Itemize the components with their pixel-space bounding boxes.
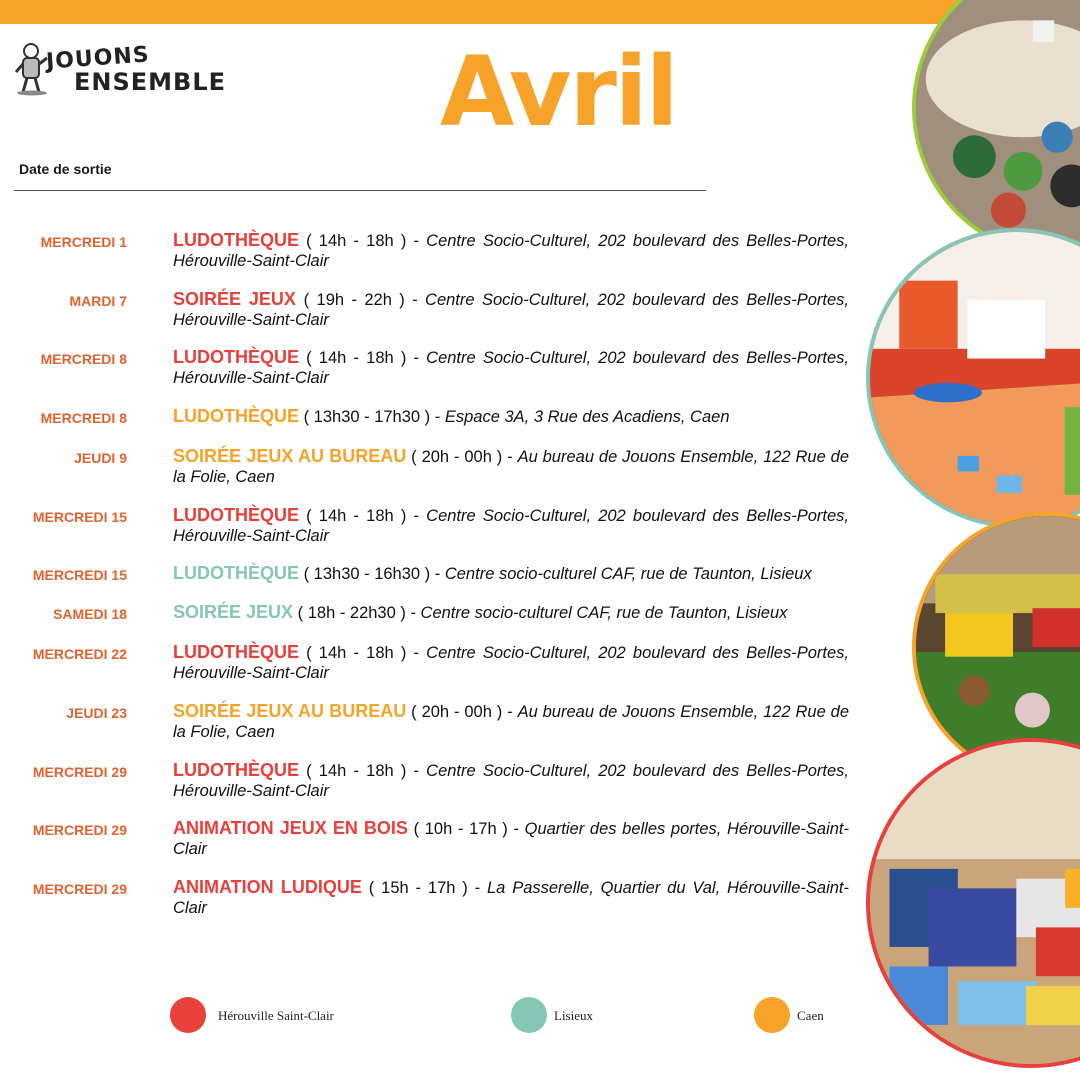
- event-place: Centre Socio-Culturel, 202 boulevard des Belles-Portes, Hérouville-Saint-Clair: [173, 762, 849, 800]
- event-date: MERCREDI 8: [40, 410, 127, 426]
- event-date: JEUDI 9: [74, 450, 127, 466]
- event-description: [173, 563, 849, 584]
- event-name: ANIMATION JEUX EN BOIS: [173, 818, 408, 838]
- legend-label-caen: Caen: [797, 1008, 824, 1023]
- event-time: ( 15h - 17h ) -: [361, 879, 487, 897]
- event-time: ( 14h - 18h ) -: [299, 644, 427, 662]
- event-description: [173, 406, 849, 427]
- event-description: [173, 347, 849, 388]
- event-name: SOIRÉE JEUX AU BUREAU: [173, 701, 407, 721]
- release-date-heading: Date de sortie: [19, 161, 112, 177]
- event-date: MERCREDI 22: [32, 646, 127, 662]
- event-description: [173, 760, 849, 801]
- event-time: ( 14h - 18h ) -: [299, 762, 427, 780]
- event-description: [173, 642, 849, 683]
- event-place: Centre Socio-Culturel, 202 boulevard des Belles-Portes, Hérouville-Saint-Clair: [173, 349, 849, 387]
- month-title: Avril: [440, 36, 677, 148]
- event-name: SOIRÉE JEUX AU BUREAU: [173, 446, 407, 466]
- event-place: Centre Socio-Culturel, 202 boulevard des Belles-Portes, Hérouville-Saint-Clair: [173, 291, 850, 329]
- event-place: Centre Socio-Culturel, 202 boulevard des Belles-Portes, Hérouville-Saint-Clair: [173, 507, 849, 545]
- event-name: SOIRÉE JEUX: [173, 289, 304, 309]
- event-time: ( 19h - 22h ) -: [303, 291, 426, 309]
- event-place: Centre socio-culturel CAF, rue de Taunton, Lisieux: [420, 604, 788, 622]
- logo-text-line1: JOUONS: [45, 42, 151, 75]
- logo-text-line2: ENSEMBLE: [74, 68, 227, 96]
- event-description: [173, 877, 849, 918]
- event-time: ( 18h - 22h30 ) -: [293, 604, 421, 622]
- event-name: LUDOTHÈQUE: [173, 642, 299, 662]
- event-date: MERCREDI 29: [32, 881, 127, 897]
- event-date: MERCREDI 15: [32, 567, 127, 583]
- event-time: ( 14h - 18h ) -: [299, 349, 427, 367]
- event-description: [173, 701, 849, 742]
- event-name: LUDOTHÈQUE: [173, 563, 299, 583]
- event-date: SAMEDI 18: [53, 606, 127, 622]
- playroom-photo: [866, 228, 1080, 528]
- event-name: LUDOTHÈQUE: [173, 230, 299, 250]
- event-description: [173, 230, 849, 271]
- legend-dot-herouville: [170, 997, 206, 1033]
- legend-dot-lisieux: [511, 997, 547, 1033]
- event-time: ( 13h30 - 17h30 ) -: [299, 408, 445, 426]
- board-games-photo: [866, 738, 1080, 1068]
- event-name: LUDOTHÈQUE: [173, 505, 299, 525]
- event-name: LUDOTHÈQUE: [173, 347, 299, 367]
- event-name: SOIRÉE JEUX: [173, 602, 294, 622]
- event-name: LUDOTHÈQUE: [173, 406, 299, 426]
- legend-label-herouville: Hérouville Saint-Clair: [218, 1008, 334, 1023]
- event-description: [173, 289, 849, 330]
- event-time: ( 13h30 - 16h30 ) -: [299, 565, 445, 583]
- event-time: ( 10h - 17h ) -: [407, 820, 525, 838]
- event-date: MARDI 7: [69, 293, 127, 309]
- event-place: Au bureau de Jouons Ensemble, 122 Rue de la Folie, Caen: [173, 703, 850, 741]
- event-place: Centre Socio-Culturel, 202 boulevard des Belles-Portes, Hérouville-Saint-Clair: [173, 644, 849, 682]
- legend-dot-caen: [754, 997, 790, 1033]
- legend-label-lisieux: Lisieux: [554, 1008, 593, 1023]
- event-place: Espace 3A, 3 Rue des Acadiens, Caen: [444, 408, 730, 426]
- game-tokens-photo: [912, 0, 1080, 258]
- event-name: ANIMATION LUDIQUE: [173, 877, 362, 897]
- event-place: Centre Socio-Culturel, 202 boulevard des Belles-Portes, Hérouville-Saint-Clair: [173, 232, 849, 270]
- event-time: ( 14h - 18h ) -: [299, 232, 427, 250]
- event-description: [173, 602, 849, 623]
- event-place: Quartier des belles portes, Hérouville-Saint-Clair: [173, 820, 849, 858]
- event-date: JEUDI 23: [66, 705, 127, 721]
- event-date: MERCREDI 15: [32, 509, 127, 525]
- event-name: LUDOTHÈQUE: [173, 760, 299, 780]
- event-description: [173, 446, 849, 487]
- event-time: ( 20h - 00h ) -: [406, 448, 518, 466]
- event-date: MERCREDI 8: [40, 351, 127, 367]
- event-date: MERCREDI 29: [32, 822, 127, 838]
- event-description: [173, 818, 849, 859]
- event-time: ( 14h - 18h ) -: [299, 507, 427, 525]
- event-place: Centre socio-culturel CAF, rue de Taunton, Lisieux: [444, 565, 812, 583]
- event-place: La Passerelle, Quartier du Val, Hérouville-Saint-Clair: [173, 879, 849, 917]
- event-date: MERCREDI 1: [40, 234, 127, 250]
- event-date: MERCREDI 29: [32, 764, 127, 780]
- event-place: Au bureau de Jouons Ensemble, 122 Rue de la Folie, Caen: [173, 448, 850, 486]
- event-time: ( 20h - 00h ) -: [406, 703, 518, 721]
- event-description: [173, 505, 849, 546]
